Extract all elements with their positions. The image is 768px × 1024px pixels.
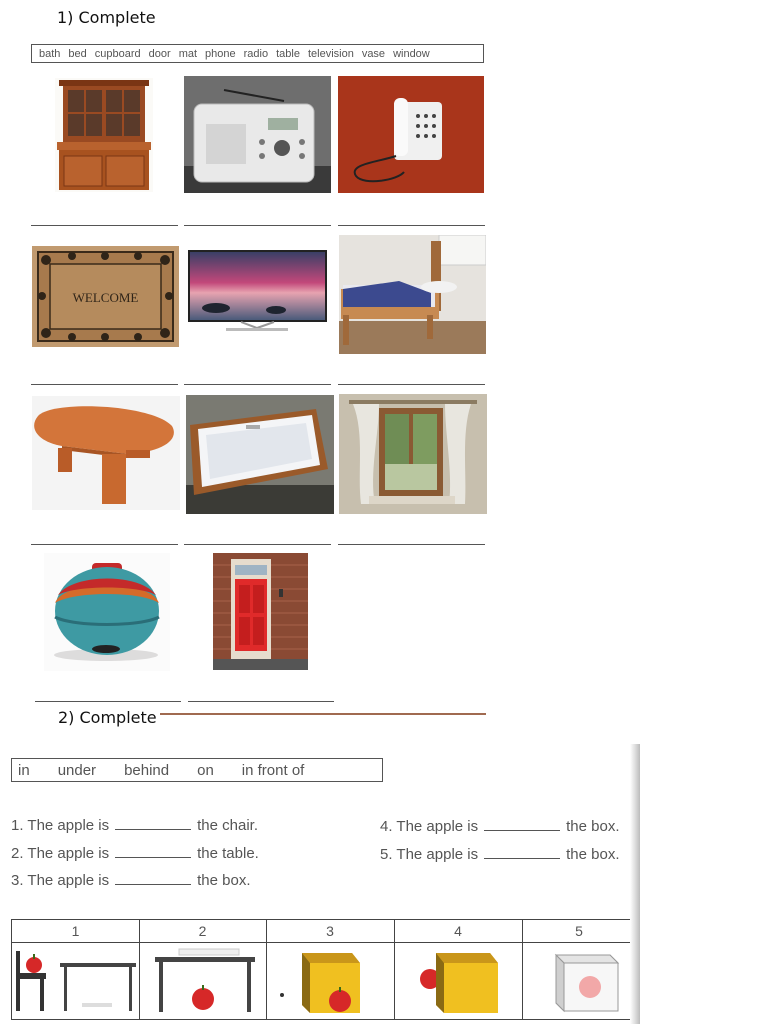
sentence-2-start: 2. The apple is bbox=[11, 845, 110, 862]
sentence-1-start: 1. The apple is bbox=[11, 817, 110, 834]
sentence-5-start: 5. The apple is bbox=[380, 846, 479, 863]
word-table: table bbox=[276, 47, 300, 60]
answer-line-2 bbox=[184, 225, 331, 226]
word-behind: behind bbox=[124, 761, 170, 779]
phone-picture bbox=[338, 76, 484, 193]
sentence-3-end: the box. bbox=[197, 872, 251, 889]
picture-number-2: 2 bbox=[139, 920, 266, 943]
sentence-3-blank[interactable] bbox=[115, 872, 191, 885]
sentence-1-end: the chair. bbox=[197, 817, 258, 834]
sentence-5-end: the box. bbox=[566, 846, 620, 863]
section2-heading: 2) Complete bbox=[58, 708, 157, 727]
sentence-1 bbox=[11, 817, 258, 834]
divider-line bbox=[160, 713, 486, 715]
word-window: window bbox=[393, 47, 430, 60]
sentence-4-start: 4. The apple is bbox=[380, 818, 479, 835]
answer-line-9 bbox=[338, 544, 485, 545]
sentence-5-blank[interactable] bbox=[484, 846, 560, 859]
sentence-4 bbox=[380, 818, 620, 835]
word-mat: mat bbox=[178, 47, 198, 60]
answer-line-5 bbox=[184, 384, 331, 385]
picture-cell-3 bbox=[266, 920, 395, 1019]
television-picture bbox=[186, 248, 329, 338]
picture-number-5: 5 bbox=[522, 920, 636, 943]
picture-number-1: 1 bbox=[12, 920, 139, 943]
sentence-4-end: the box. bbox=[566, 818, 620, 835]
window-picture bbox=[339, 394, 487, 514]
word-in-front-of: in front of bbox=[241, 761, 305, 779]
answer-line-7 bbox=[31, 544, 178, 545]
sentence-2-end: the table. bbox=[197, 845, 259, 862]
answer-line-8 bbox=[184, 544, 331, 545]
word-phone: phone bbox=[205, 47, 236, 60]
sentence-2 bbox=[11, 845, 259, 862]
answer-line-3 bbox=[338, 225, 485, 226]
word-television: television bbox=[307, 47, 354, 60]
sentence-3-start: 3. The apple is bbox=[11, 872, 110, 889]
word-vase: vase bbox=[361, 47, 386, 60]
mat-picture bbox=[32, 246, 179, 347]
picture-number-4: 4 bbox=[394, 920, 522, 943]
table-picture bbox=[32, 396, 180, 510]
section1-heading: 1) Complete bbox=[57, 8, 156, 27]
bath-picture bbox=[186, 395, 334, 514]
word-cupboard: cupboard bbox=[94, 47, 141, 60]
picture-cell-5 bbox=[522, 920, 637, 1019]
answer-line-6 bbox=[338, 384, 485, 385]
picture-number-3: 3 bbox=[266, 920, 394, 943]
word-under: under bbox=[57, 761, 97, 779]
word-on: on bbox=[197, 761, 214, 779]
cupboard-picture bbox=[55, 78, 153, 192]
door-picture bbox=[213, 553, 308, 670]
picture-cell-2 bbox=[139, 920, 267, 1019]
sentence-3 bbox=[11, 872, 251, 889]
sentence-2-blank[interactable] bbox=[115, 845, 191, 858]
word-bank-2 bbox=[11, 758, 383, 782]
word-radio: radio bbox=[243, 47, 269, 60]
answer-line-10 bbox=[35, 701, 181, 702]
answer-line-4 bbox=[31, 384, 178, 385]
picture-cell-1 bbox=[12, 920, 140, 1019]
radio-picture bbox=[184, 76, 331, 193]
welcome-mat-text: WELCOME bbox=[72, 290, 139, 305]
vase-picture bbox=[44, 553, 170, 671]
word-bed: bed bbox=[68, 47, 87, 60]
word-bank-1 bbox=[31, 44, 484, 63]
sentence-4-blank[interactable] bbox=[484, 818, 560, 831]
page-fold-shadow bbox=[630, 744, 640, 1024]
bed-picture bbox=[339, 235, 486, 354]
picture-cell-4 bbox=[394, 920, 523, 1019]
word-in: in bbox=[18, 761, 30, 779]
word-door: door bbox=[148, 47, 171, 60]
word-bath: bath bbox=[39, 47, 61, 60]
pictures-table bbox=[11, 919, 636, 1020]
answer-line-11 bbox=[188, 701, 334, 702]
sentence-1-blank[interactable] bbox=[115, 817, 191, 830]
answer-line-1 bbox=[31, 225, 178, 226]
sentence-5 bbox=[380, 846, 620, 863]
